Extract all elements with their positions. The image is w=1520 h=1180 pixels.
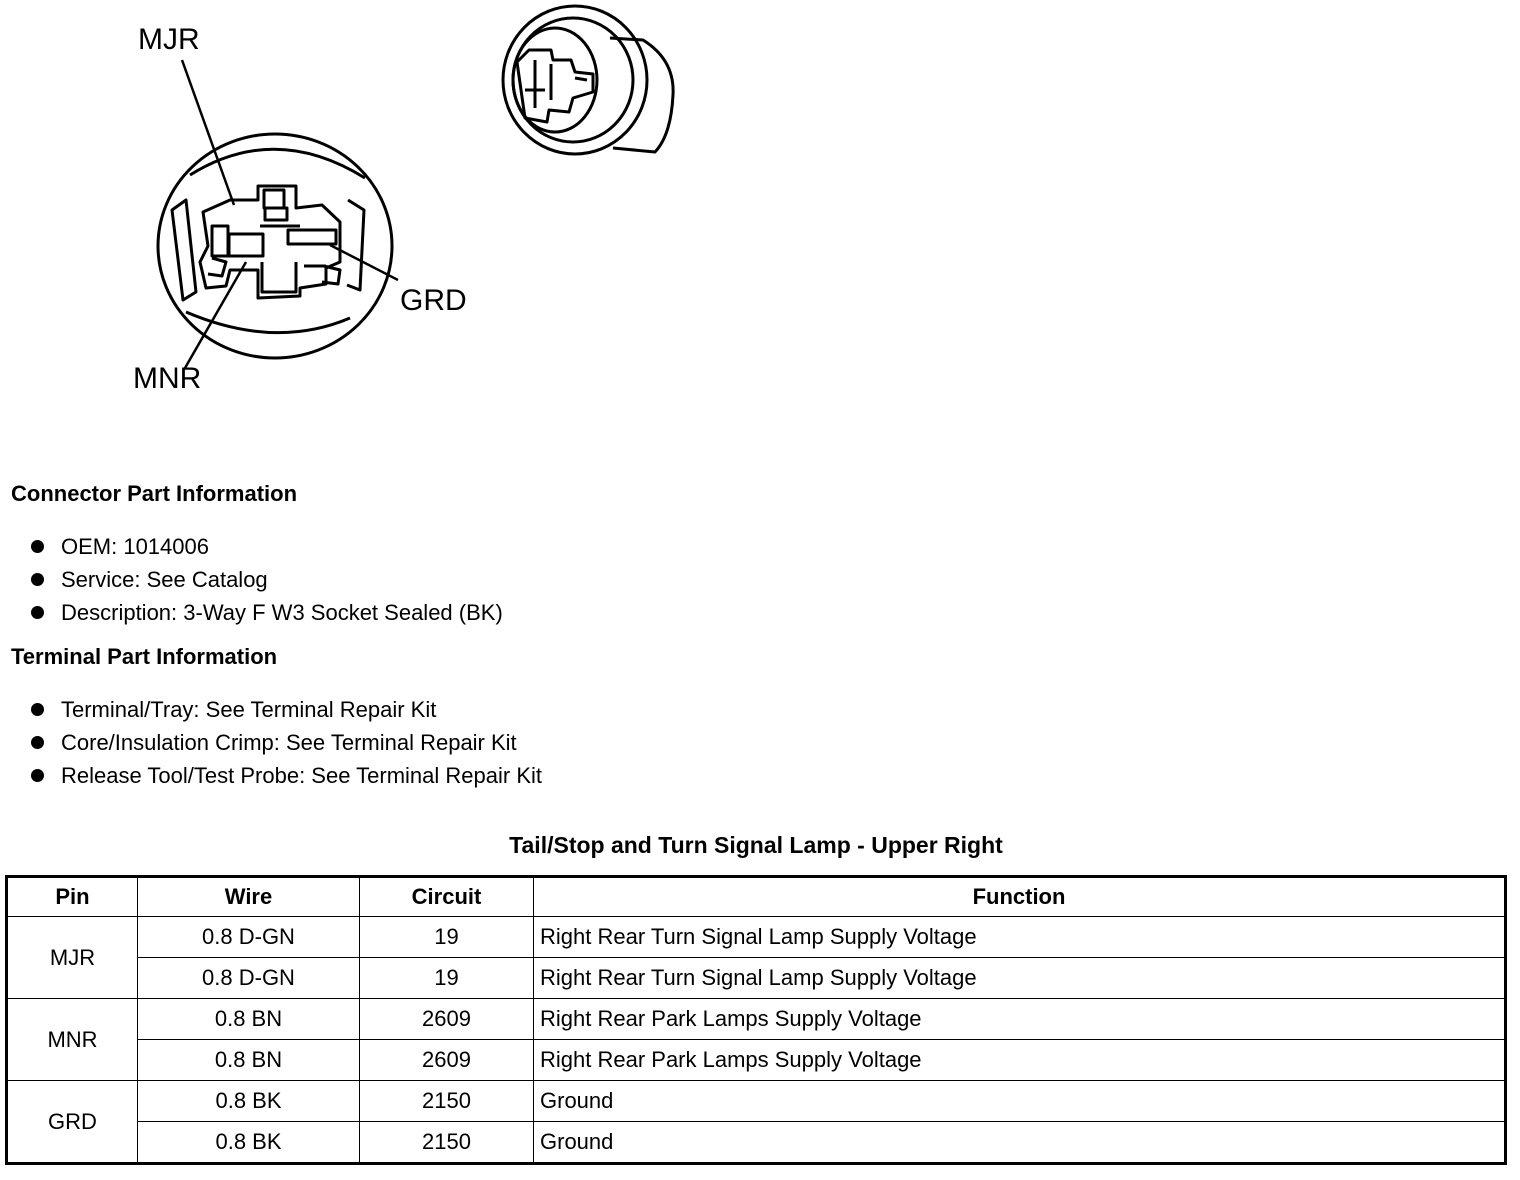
function-cell: Ground — [534, 1081, 1506, 1122]
table-row — [7, 1040, 1506, 1081]
wire-cell: 0.8 BN — [138, 1040, 360, 1081]
terminal-info-list — [11, 693, 542, 792]
connector-info-heading: Connector Part Information — [11, 481, 298, 506]
grd-label: GRD — [400, 284, 467, 317]
mnr-label: MNR — [133, 362, 202, 395]
list-item: Core/Insulation Crimp: See Terminal Repair Kit — [11, 726, 542, 759]
connector-info-list — [11, 530, 503, 629]
column-header: Pin — [7, 877, 138, 917]
list-item: Terminal/Tray: See Terminal Repair Kit — [11, 693, 542, 726]
column-header: Circuit — [360, 877, 534, 917]
circuit-cell: 2609 — [360, 999, 534, 1040]
function-cell: Ground — [534, 1122, 1506, 1164]
wire-cell: 0.8 D-GN — [138, 958, 360, 999]
function-cell: Right Rear Park Lamps Supply Voltage — [534, 999, 1506, 1040]
table-row — [7, 999, 1506, 1040]
wire-cell: 0.8 BK — [138, 1122, 360, 1164]
pin-cell: GRD — [7, 1081, 138, 1164]
wire-cell: 0.8 BN — [138, 999, 360, 1040]
connector-face-diagram — [0, 0, 520, 420]
column-header: Function — [534, 877, 1506, 917]
bullet-icon — [31, 573, 44, 586]
circuit-cell: 2150 — [360, 1081, 534, 1122]
mjr-label: MJR — [138, 23, 200, 56]
table-row — [7, 1081, 1506, 1122]
pin-table — [5, 875, 1507, 1165]
function-cell: Right Rear Turn Signal Lamp Supply Voltage — [534, 917, 1506, 958]
bullet-icon — [31, 540, 44, 553]
table-header-row — [7, 877, 1506, 917]
table-row — [7, 917, 1506, 958]
function-cell: Right Rear Park Lamps Supply Voltage — [534, 1040, 1506, 1081]
connector-perspective-diagram — [495, 0, 685, 165]
list-item: OEM: 1014006 — [11, 530, 503, 563]
bullet-icon — [31, 769, 44, 782]
column-header: Wire — [138, 877, 360, 917]
circuit-cell: 2609 — [360, 1040, 534, 1081]
terminal-info-heading: Terminal Part Information — [11, 644, 278, 669]
list-item: Description: 3-Way F W3 Socket Sealed (BK) — [11, 596, 503, 629]
circuit-cell: 19 — [360, 958, 534, 999]
pin-cell: MJR — [7, 917, 138, 999]
table-row — [7, 1122, 1506, 1164]
function-cell: Right Rear Turn Signal Lamp Supply Voltage — [534, 958, 1506, 999]
circuit-cell: 2150 — [360, 1122, 534, 1164]
circuit-cell: 19 — [360, 917, 534, 958]
bullet-icon — [31, 606, 44, 619]
bullet-icon — [31, 703, 44, 716]
bullet-icon — [31, 736, 44, 749]
list-item: Service: See Catalog — [11, 563, 503, 596]
table-row — [7, 958, 1506, 999]
table-title: Tail/Stop and Turn Signal Lamp - Upper Right — [509, 832, 1003, 858]
list-item: Release Tool/Test Probe: See Terminal Repair Kit — [11, 759, 542, 792]
wire-cell: 0.8 BK — [138, 1081, 360, 1122]
pin-cell: MNR — [7, 999, 138, 1081]
wire-cell: 0.8 D-GN — [138, 917, 360, 958]
